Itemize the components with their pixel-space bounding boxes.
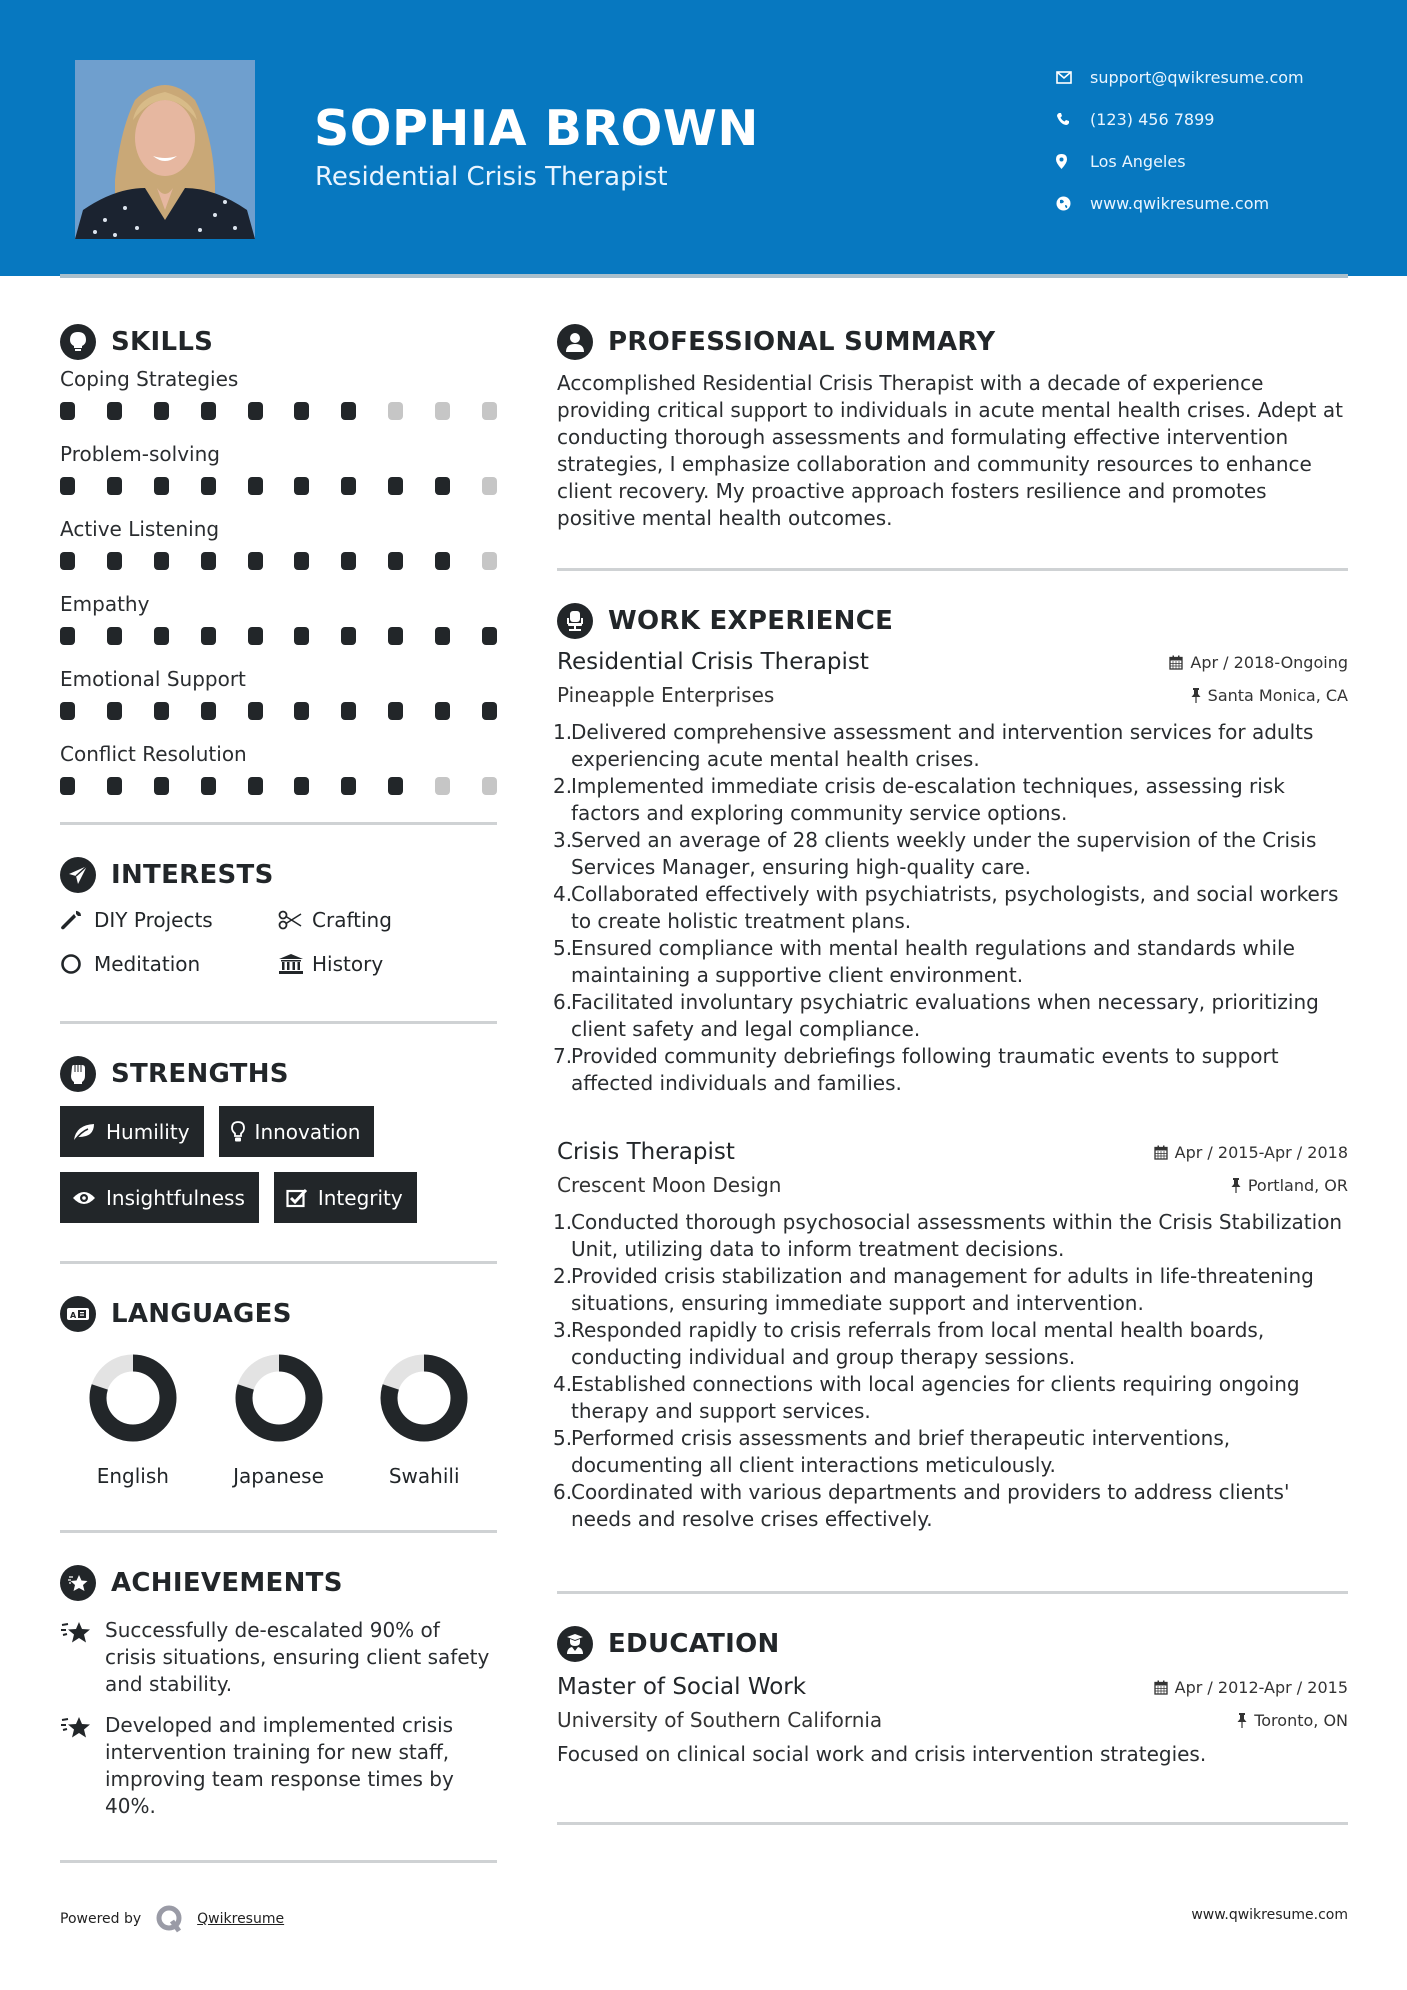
skill-level-dot	[482, 552, 497, 570]
job-dates: Apr / 2015-Apr / 2018	[1154, 1143, 1348, 1162]
calendar-icon	[1154, 1145, 1168, 1160]
education-row	[557, 1708, 1348, 1732]
section-divider	[557, 1591, 1348, 1594]
company-name: Pineapple Enterprises	[557, 683, 775, 707]
skill-item	[60, 589, 497, 662]
strengths-tags	[60, 1106, 497, 1223]
skill-item	[60, 439, 497, 512]
skill-name: Empathy	[60, 592, 150, 616]
skill-name: Coping Strategies	[60, 367, 239, 391]
skill-level-dot	[60, 477, 75, 495]
section-divider	[60, 1261, 497, 1264]
skill-level-dot	[341, 702, 356, 720]
skill-level-dot	[201, 627, 216, 645]
skill-level-dot	[154, 477, 169, 495]
skill-level-dot	[60, 402, 75, 420]
achievements-section	[60, 1563, 497, 1820]
contact-website-text: www.qwikresume.com	[1090, 193, 1270, 213]
school-name: University of Southern California	[557, 1708, 883, 1732]
star-badge-icon	[60, 1565, 96, 1601]
user-icon	[557, 324, 593, 360]
checkbox-icon	[286, 1188, 308, 1208]
skill-level-dot	[341, 627, 356, 645]
interests-section	[60, 855, 497, 981]
skill-level-dot	[435, 477, 450, 495]
skill-level-dot	[294, 702, 309, 720]
language-item	[206, 1354, 352, 1488]
skills-list	[60, 364, 497, 812]
footer-website[interactable]: www.qwikresume.com	[1191, 1907, 1348, 1923]
skill-level-dot	[388, 702, 403, 720]
skill-level-dot	[248, 477, 263, 495]
achievement-text: Developed and implemented crisis intervention training for new staff, improving team response times by 40%.	[105, 1713, 454, 1818]
languages-heading: A LANGUAGES	[60, 1294, 497, 1334]
section-divider	[557, 1822, 1348, 1825]
experience-section	[553, 601, 1348, 1533]
strength-tag: Innovation	[219, 1106, 375, 1157]
language-name: English	[96, 1464, 169, 1488]
job-title: Crisis Therapist	[557, 1139, 735, 1165]
job-company-row	[557, 1173, 1348, 1197]
bank-icon	[278, 953, 312, 975]
calendar-icon	[1154, 1680, 1168, 1695]
job-entry	[553, 1139, 1348, 1533]
skill-level-dot	[294, 402, 309, 420]
scissors-icon	[278, 910, 312, 930]
strength-tag: Insightfulness	[60, 1172, 259, 1223]
skill-rating	[60, 545, 497, 587]
skill-item	[60, 364, 497, 437]
skill-level-dot	[388, 552, 403, 570]
leaf-icon	[72, 1123, 96, 1141]
education-row	[557, 1674, 1348, 1700]
job-bullet: 7. Provided community debriefings following traumatic events to support affected individuals and families.	[553, 1044, 1279, 1095]
skill-level-dot	[201, 402, 216, 420]
pushpin-icon	[1231, 1178, 1241, 1193]
skill-level-dot	[341, 777, 356, 795]
interest-item: Crafting	[278, 903, 497, 937]
skill-level-dot	[294, 777, 309, 795]
interests-list	[60, 903, 497, 981]
skill-name: Conflict Resolution	[60, 742, 247, 766]
job-header-row	[557, 649, 1348, 675]
graduate-icon	[557, 1626, 593, 1662]
job-bullet: 4. Established connections with local agencies for clients requiring ongoing therapy and support services.	[553, 1372, 1300, 1423]
skill-level-dot	[107, 702, 122, 720]
job-dates: Apr / 2018-Ongoing	[1169, 653, 1348, 672]
skill-level-dot	[482, 702, 497, 720]
company-name: Crescent Moon Design	[557, 1173, 782, 1197]
language-donut-chart	[89, 1354, 177, 1442]
skill-level-dot	[435, 627, 450, 645]
strength-tag: Integrity	[274, 1172, 417, 1223]
skill-name: Emotional Support	[60, 667, 246, 691]
job-title: Residential Crisis Therapist	[557, 649, 869, 675]
language-name: Japanese	[233, 1464, 324, 1488]
job-bullet: 6. Coordinated with various departments and providers to address clients' needs and resolve crises effectively.	[553, 1480, 1290, 1531]
language-item	[60, 1354, 206, 1488]
contact-email-text: support@qwikresume.com	[1090, 67, 1304, 87]
language-name: Swahili	[388, 1464, 460, 1488]
job-bullet: 5. Ensured compliance with mental health regulations and standards while maintaining a supportive client environment.	[553, 936, 1295, 987]
job-company-row	[557, 683, 1348, 707]
skill-level-dot	[107, 552, 122, 570]
lightbulb-icon	[231, 1121, 245, 1143]
skill-level-dot	[248, 702, 263, 720]
job-bullet: 6. Facilitated involuntary psychiatric evaluations when necessary, prioritizing client safety and legal compliance.	[553, 990, 1319, 1041]
skill-level-dot	[388, 477, 403, 495]
contact-phone[interactable]	[1056, 98, 1304, 140]
skill-level-dot	[154, 552, 169, 570]
job-bullet: 2. Provided crisis stabilization and management for adults in life-threatening situations, ensuring immediate support and intervention.	[553, 1264, 1314, 1315]
job-bullet: 1. Conducted thorough psychosocial assessments within the Crisis Stabilization Unit, utilizing data to inform treatment decisions.	[553, 1210, 1343, 1261]
skill-level-dot	[388, 777, 403, 795]
experience-heading: WORK EXPERIENCE	[557, 601, 1348, 641]
job-entry	[553, 649, 1348, 1097]
interest-item: History	[278, 947, 497, 981]
header-divider	[60, 274, 1348, 278]
contact-list	[1056, 56, 1304, 224]
skill-rating	[60, 770, 497, 812]
circle-icon	[60, 953, 94, 975]
job-bullet: 5. Performed crisis assessments and brief therapeutic interventions, documenting all client interactions meticulously.	[553, 1426, 1231, 1477]
contact-location-text: Los Angeles	[1090, 151, 1186, 171]
candidate-title: Residential Crisis Therapist	[315, 162, 668, 192]
left-column	[60, 322, 497, 1863]
languages-list	[60, 1354, 497, 1488]
skill-level-dot	[482, 627, 497, 645]
skill-level-dot	[107, 477, 122, 495]
skill-level-dot	[107, 777, 122, 795]
phone-icon	[1056, 112, 1090, 126]
job-bullets	[553, 719, 1348, 1097]
education-location: Toronto, ON	[1237, 1711, 1348, 1730]
calendar-icon	[1169, 655, 1183, 670]
skill-level-dot	[388, 402, 403, 420]
language-donut-chart	[380, 1354, 468, 1442]
achievement-item	[60, 1712, 497, 1820]
skills-section	[60, 322, 497, 812]
skill-level-dot	[154, 702, 169, 720]
skill-level-dot	[482, 477, 497, 495]
qwikresume-link[interactable]: Qwikresume	[197, 1911, 285, 1927]
skill-level-dot	[60, 627, 75, 645]
job-header-row	[557, 1139, 1348, 1165]
skill-level-dot	[201, 702, 216, 720]
jobs-list	[553, 649, 1348, 1533]
skill-rating	[60, 395, 497, 437]
achievement-text: Successfully de-escalated 90% of crisis situations, ensuring client safety and stability.	[105, 1618, 490, 1696]
skill-level-dot	[435, 777, 450, 795]
right-column	[553, 322, 1348, 1825]
languages-section	[60, 1294, 497, 1488]
map-marker-icon	[1056, 154, 1090, 169]
skill-level-dot	[201, 552, 216, 570]
job-bullet: 3. Served an average of 28 clients weekly under the supervision of the Crisis Services Manager, ensuring high-quality care.	[553, 828, 1317, 879]
skills-heading: SKILLS	[60, 322, 497, 362]
skill-level-dot	[248, 552, 263, 570]
qwikresume-logo-icon	[155, 1904, 185, 1934]
lightbulb-icon	[60, 324, 96, 360]
skill-level-dot	[294, 627, 309, 645]
skill-item	[60, 664, 497, 737]
star-icon	[60, 1712, 105, 1820]
skill-level-dot	[482, 402, 497, 420]
svg-text:A: A	[70, 1311, 77, 1320]
globe-icon	[1056, 196, 1090, 211]
skill-level-dot	[482, 777, 497, 795]
education-description: Focused on clinical social work and crisis intervention strategies.	[557, 1742, 1207, 1766]
interest-item: DIY Projects	[60, 903, 278, 937]
job-bullet: 4. Collaborated effectively with psychiatrists, psychologists, and social workers to create holistic treatment plans.	[553, 882, 1339, 933]
skill-level-dot	[154, 402, 169, 420]
skill-rating	[60, 470, 497, 512]
skill-level-dot	[60, 552, 75, 570]
contact-email[interactable]	[1056, 56, 1304, 98]
envelope-icon	[1056, 71, 1090, 84]
skill-level-dot	[248, 627, 263, 645]
education-dates: Apr / 2012-Apr / 2015	[1154, 1678, 1348, 1697]
star-icon	[60, 1617, 105, 1698]
skill-name: Active Listening	[60, 517, 220, 541]
strengths-section	[60, 1054, 497, 1223]
achievements-heading: ACHIEVEMENTS	[60, 1563, 497, 1603]
skill-level-dot	[154, 777, 169, 795]
job-bullets	[553, 1209, 1348, 1533]
skill-level-dot	[60, 702, 75, 720]
skill-level-dot	[388, 627, 403, 645]
skill-name: Problem-solving	[60, 442, 220, 466]
skill-rating	[60, 695, 497, 737]
job-location: Santa Monica, CA	[1191, 686, 1348, 705]
strength-tag: Humility	[60, 1106, 204, 1157]
skill-level-dot	[341, 402, 356, 420]
summary-heading: PROFESSIONAL SUMMARY	[557, 322, 1348, 362]
skill-level-dot	[248, 777, 263, 795]
wrench-icon	[60, 909, 94, 931]
job-location: Portland, OR	[1231, 1176, 1348, 1195]
language-donut-chart	[235, 1354, 323, 1442]
job-bullet: 3. Responded rapidly to crisis referrals from local mental health boards, conducting individual and group therapy sessions.	[553, 1318, 1265, 1369]
section-divider	[60, 1860, 497, 1863]
contact-website[interactable]	[1056, 182, 1304, 224]
language-item	[351, 1354, 497, 1488]
education-section	[557, 1624, 1348, 1766]
profile-photo	[75, 60, 255, 239]
section-divider	[557, 568, 1348, 571]
skill-level-dot	[201, 777, 216, 795]
candidate-name: SOPHIA BROWN	[314, 100, 759, 157]
resume-header	[0, 0, 1407, 276]
section-divider	[60, 1530, 497, 1533]
pushpin-icon	[1237, 1713, 1247, 1728]
skill-level-dot	[294, 552, 309, 570]
pushpin-icon	[1191, 688, 1201, 703]
skill-level-dot	[248, 402, 263, 420]
skill-level-dot	[107, 402, 122, 420]
summary-section	[557, 322, 1348, 532]
section-divider	[60, 822, 497, 825]
office-chair-icon	[557, 603, 593, 639]
skill-item	[60, 514, 497, 587]
contact-phone-text: (123) 456 7899	[1090, 109, 1215, 129]
skill-level-dot	[201, 477, 216, 495]
interests-heading: INTERESTS	[60, 855, 497, 895]
fist-icon	[60, 1056, 96, 1092]
achievement-item	[60, 1617, 497, 1698]
summary-text: Accomplished Residential Crisis Therapist with a decade of experience providing critical support to individuals in acute mental health crises. Adept at conducting thorough assessments and formulating effective intervention strategies, I emphasize collaboration and community resources to enhance client recovery. My proactive approach fosters resilience and promotes positive mental health outcomes.	[557, 371, 1343, 530]
language-icon	[60, 1296, 96, 1332]
skill-rating	[60, 620, 497, 662]
contact-location	[1056, 140, 1304, 182]
skill-level-dot	[60, 777, 75, 795]
degree-title: Master of Social Work	[557, 1674, 807, 1700]
job-bullet: 1. Delivered comprehensive assessment and intervention services for adults experiencing acute mental health crises.	[553, 720, 1314, 771]
skill-level-dot	[435, 552, 450, 570]
strengths-heading: STRENGTHS	[60, 1054, 497, 1094]
skill-level-dot	[341, 477, 356, 495]
section-divider	[60, 1021, 497, 1024]
job-bullet: 2. Implemented immediate crisis de-escalation techniques, assessing risk factors and exploring community service options.	[553, 774, 1285, 825]
interest-item: Meditation	[60, 947, 278, 981]
eye-icon	[72, 1190, 96, 1206]
achievements-list	[60, 1617, 497, 1820]
skill-level-dot	[294, 477, 309, 495]
skill-level-dot	[341, 552, 356, 570]
skill-level-dot	[435, 402, 450, 420]
skill-level-dot	[107, 627, 122, 645]
skill-level-dot	[435, 702, 450, 720]
skill-level-dot	[154, 627, 169, 645]
paper-plane-icon	[60, 857, 96, 893]
education-heading: EDUCATION	[557, 1624, 1348, 1664]
footer-powered-by: Powered by Qwikresume	[60, 1904, 284, 1934]
skill-item	[60, 739, 497, 812]
